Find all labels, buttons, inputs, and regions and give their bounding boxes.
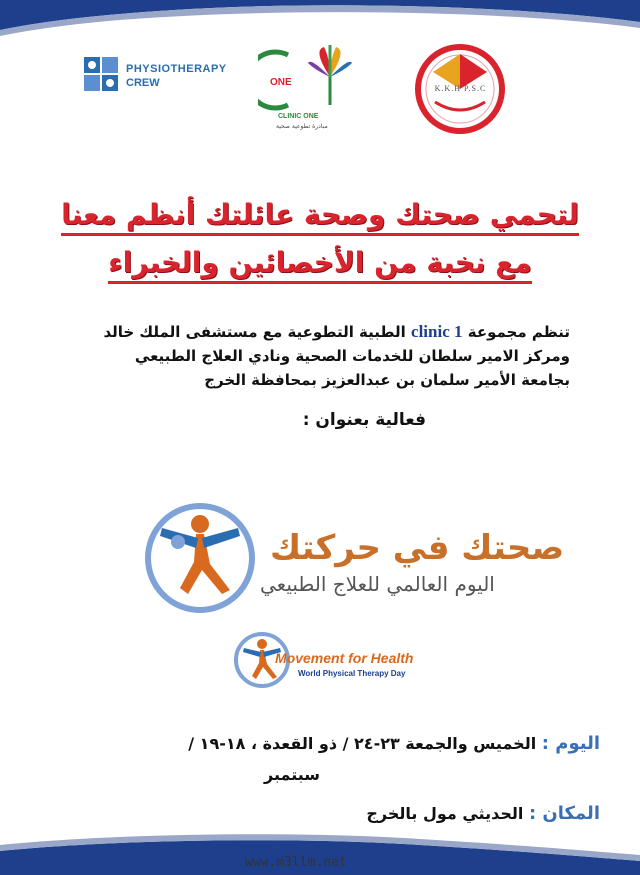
kkh-psc-text: K.K.H P.S.C bbox=[434, 84, 487, 93]
movement-for-health-title: Movement for Health bbox=[275, 650, 414, 666]
event-place-row bbox=[40, 803, 600, 824]
physio-title: PHYSIOTHERAPY bbox=[126, 63, 227, 75]
place-label: المكان : bbox=[528, 803, 600, 824]
clinic-one-subtitle: مبادرة تطوعية صحية bbox=[276, 123, 328, 130]
kkh-psc-logo bbox=[413, 42, 508, 137]
event-title-label: فعالية بعنوان : bbox=[302, 410, 426, 430]
clinic-one-logo bbox=[258, 45, 368, 135]
body-line-3: بجامعة الأمير سلمان بن عبدالعزيز بمحافظة الخرج bbox=[204, 371, 570, 389]
event-subtitle-arabic: اليوم العالمي للعلاج الطبيعي bbox=[260, 572, 495, 596]
event-month-row: سبتمبر bbox=[263, 765, 320, 784]
svg-text:ONE: ONE bbox=[270, 77, 292, 88]
world-pt-day-subtitle: World Physical Therapy Day bbox=[298, 669, 406, 678]
headline-line-1: لتحمي صحتك وصحة عائلتك أنظم معنا bbox=[40, 198, 600, 231]
running-figure-icon bbox=[160, 515, 240, 594]
day-label: اليوم : bbox=[541, 733, 600, 754]
body-line-1 bbox=[50, 320, 570, 344]
physio-emblem-icon bbox=[82, 55, 122, 95]
event-title-arabic: صحتك في حركتك bbox=[270, 528, 565, 568]
day-value: الخميس والجمعة ٢٣-٢٤ / ذو القعدة ، ١٨-١٩ / bbox=[188, 734, 537, 753]
event-day-row bbox=[40, 733, 600, 754]
body-line-1-pre: تنظم مجموعة bbox=[467, 323, 570, 341]
clinic-one-emblem-icon bbox=[258, 45, 368, 115]
physiotherapy-crew-logo bbox=[82, 55, 232, 105]
body-line-2: ومركز الامير سلطان للخدمات الصحية ونادي العلاج الطبيعي bbox=[134, 347, 570, 365]
watermark-url: www.m3llm.net bbox=[245, 855, 347, 870]
headline-line-2: مع نخبة من الأخصائين والخبراء bbox=[40, 246, 600, 279]
physio-crew-label: CREW bbox=[126, 77, 160, 89]
body-line-1-post: الطبية التطوعية مع مستشفى الملك خالد bbox=[103, 323, 406, 341]
clinic-one-label: CLINIC ONE bbox=[278, 113, 319, 120]
place-value: الحديثي مول بالخرج bbox=[366, 804, 524, 823]
clinic-1-name: clinic 1 bbox=[411, 322, 463, 341]
